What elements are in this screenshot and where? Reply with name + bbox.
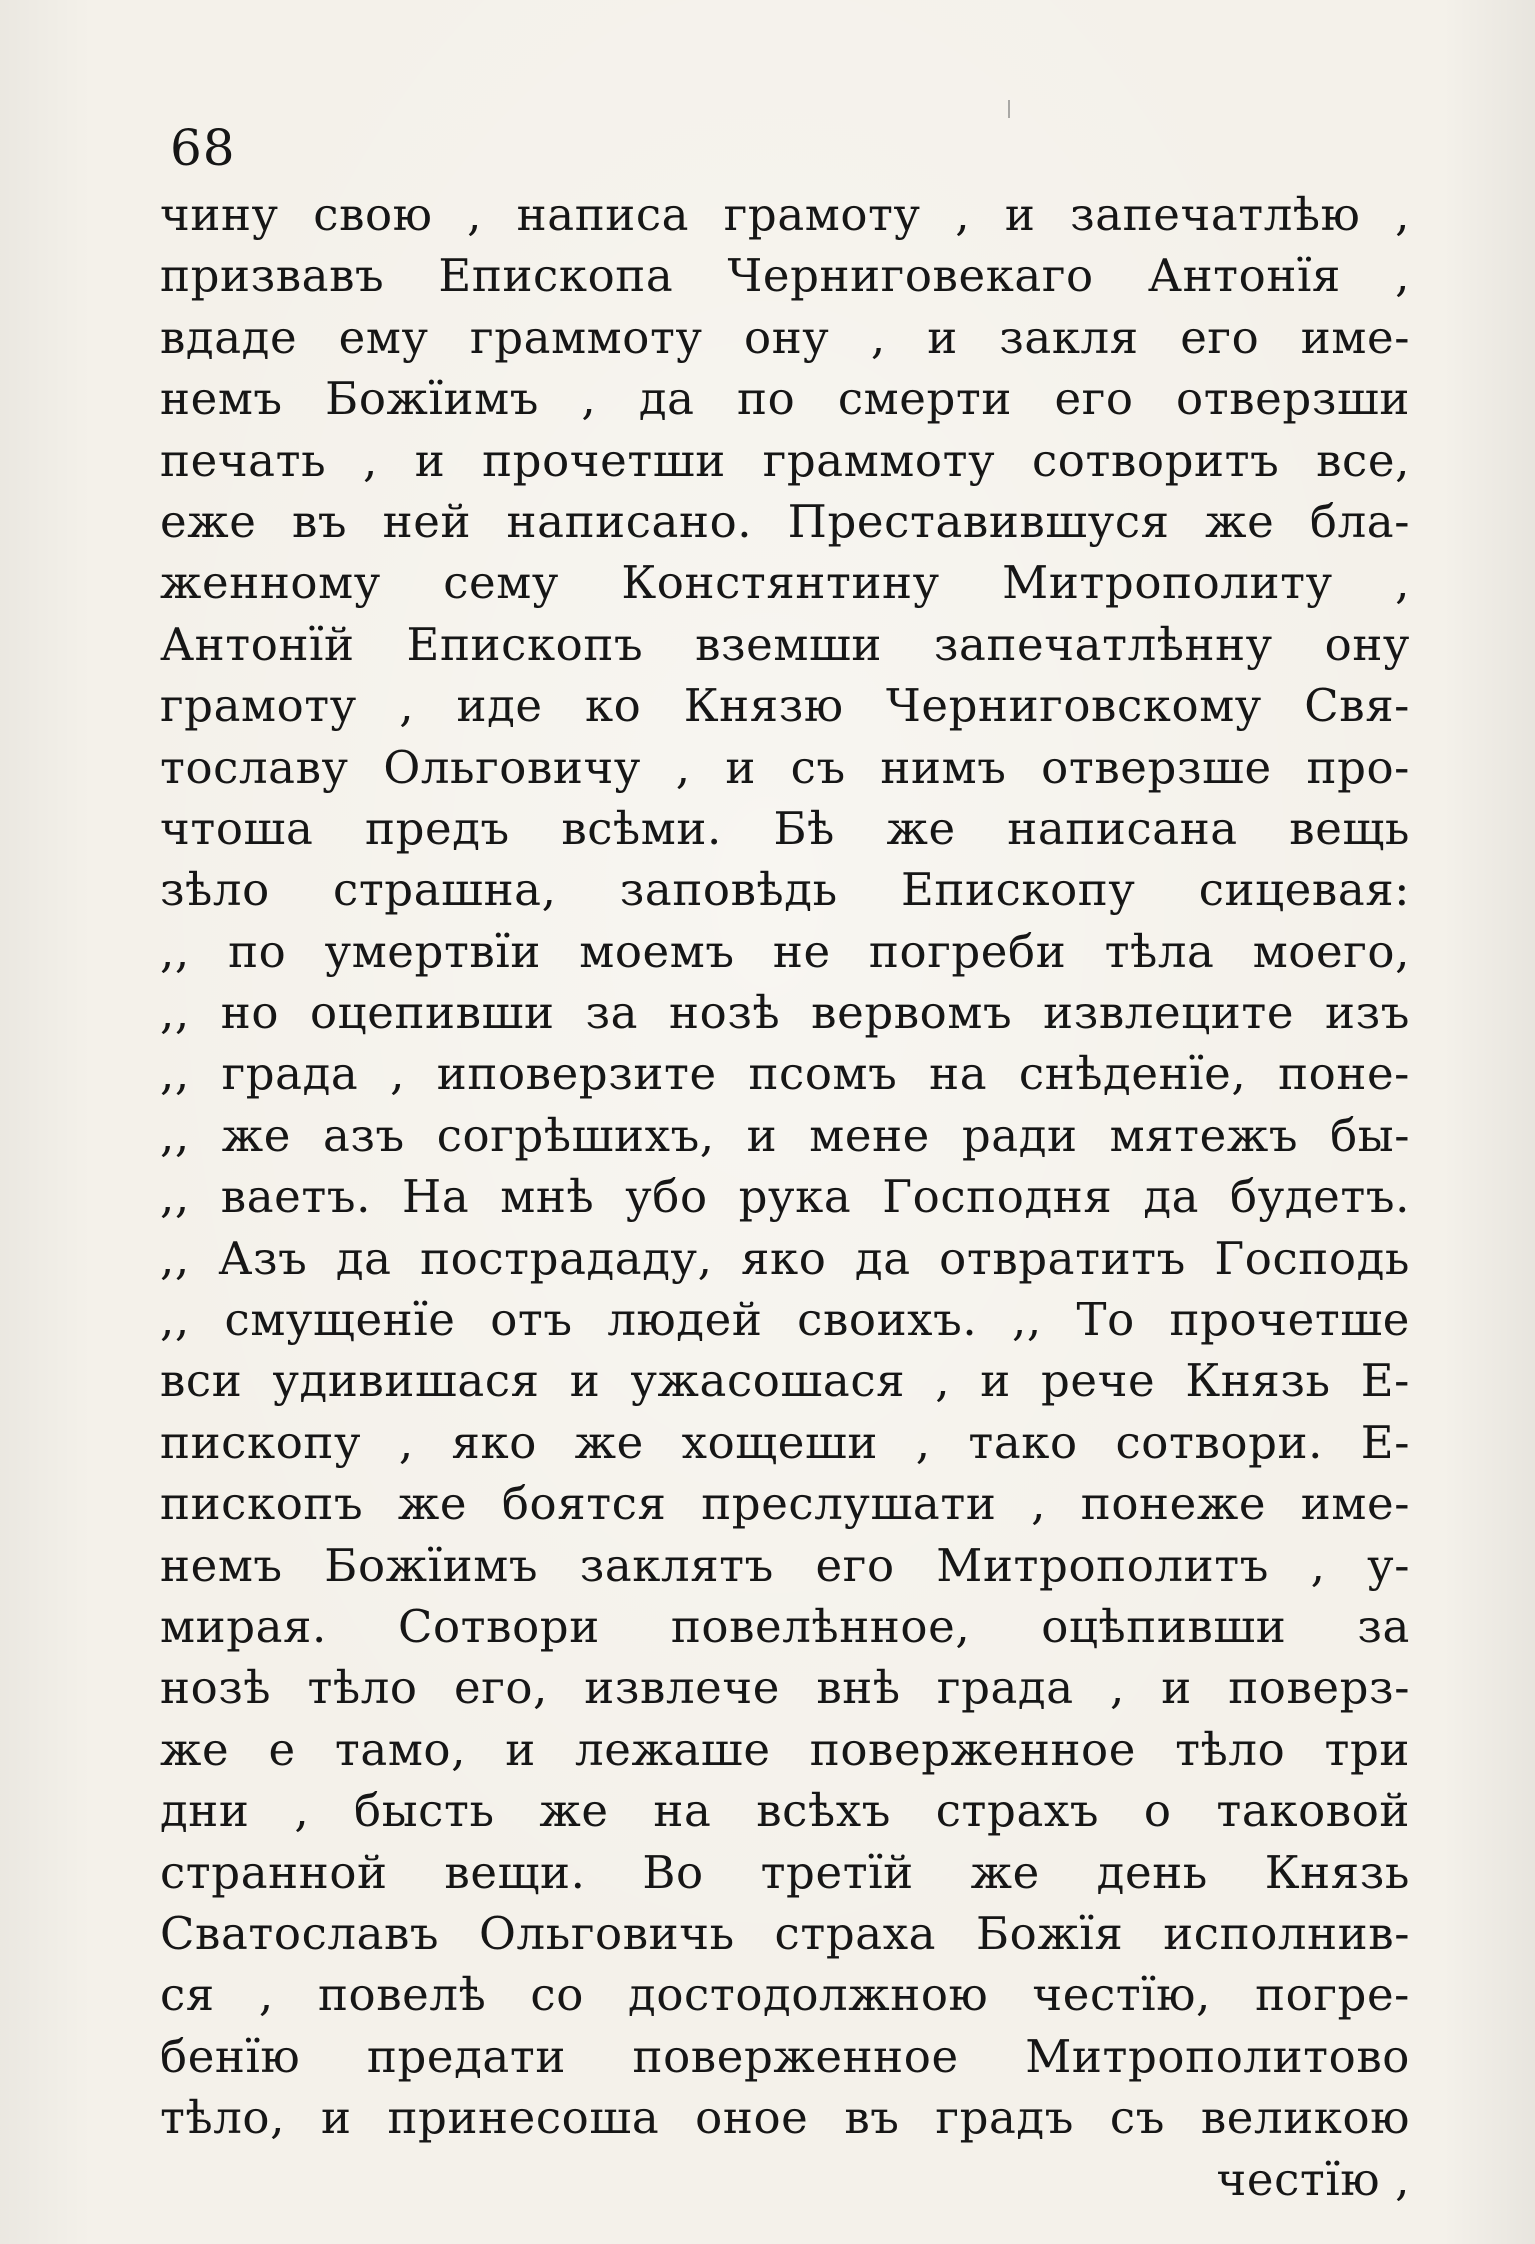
text-line: ,, ваетъ. На мнѣ убо рука Господня да будетъ.: [160, 1170, 1410, 1224]
text-line: ся , повелѣ со достодолжною честїю, погре-: [160, 1968, 1410, 2022]
text-line: ,, же азъ согрѣшихъ, и мене ради мятежъ бы-: [160, 1108, 1410, 1162]
text-line: чину свою , написа грамоту , и запечатлѣю ,: [160, 188, 1410, 241]
text-line: честїю ,: [1216, 2152, 1410, 2206]
text-line: нозѣ тѣло его, извлече внѣ града , и поверз-: [160, 1661, 1410, 1715]
text-line: ,, смущенїе отъ людей своихъ. ,, То прочетше: [160, 1293, 1410, 1347]
text-line: дни , бысть же на всѣхъ страхъ о таковой: [160, 1784, 1410, 1838]
text-line: тославу Ольговичу , и съ нимъ отверзше про-: [160, 740, 1410, 794]
text-line: же е тамо, и лежаше поверженное тѣло три: [160, 1722, 1410, 1776]
text-line: чтоша предъ всѣми. Бѣ же написана вещь: [160, 801, 1410, 855]
text-line: Сватославъ Ольговичь страха Божїя исполнив-: [160, 1906, 1410, 1960]
print-mark: [1008, 100, 1010, 118]
text-line: грамоту , иде ко Князю Черниговскому Свя-: [160, 679, 1410, 733]
text-line: еже въ ней написано. Преставившуся же бла-: [160, 494, 1410, 548]
text-line: немъ Божїимъ , да по смерти его отверзши: [160, 372, 1410, 426]
text-line: странной вещи. Во третїй же день Князь: [160, 1845, 1410, 1899]
text-line: пископъ же боятся преслушати , понеже име-: [160, 1477, 1410, 1531]
text-line: Антонїй Епископъ вземши запечатлѣнну ону: [160, 617, 1410, 671]
text-line: тѣло, и принесоша оное въ градъ съ великою: [160, 2091, 1410, 2145]
text-line: печать , и прочетши граммоту сотворитъ все,: [160, 433, 1410, 487]
text-line: ,, Азъ да пострададу, яко да отвратитъ Господь: [160, 1231, 1410, 1285]
text-line: вси удивишася и ужасошася , и рече Князь Е-: [160, 1354, 1410, 1408]
text-line: мирая. Сотвори повелѣнное, оцѣпивши за: [160, 1599, 1410, 1653]
text-line: призвавъ Епископа Черниговекаго Антонїя ,: [160, 249, 1410, 303]
page-number: 68: [170, 119, 236, 177]
text-line: ,, града , иповерзите псомъ на снѣденїе, поне-: [160, 1047, 1410, 1101]
text-line: женному сему Констянтину Митрополиту ,: [160, 556, 1410, 610]
text-line: зѣло страшна, заповѣдь Епископу сицевая:: [160, 863, 1410, 917]
text-line: вдаде ему граммоту ону , и закля его име-: [160, 310, 1410, 364]
text-line: пископу , яко же хощеши , тако сотвори. Е-: [160, 1415, 1410, 1469]
text-line: ,, но оцепивши за нозѣ вервомъ извлеците изъ: [160, 986, 1410, 1040]
text-line: бенїю предати поверженное Митрополитово: [160, 2029, 1410, 2083]
body-text: [160, 184, 1410, 2210]
text-line: ,, по умертвїи моемъ не погреби тѣла моего,: [160, 924, 1410, 978]
text-line: немъ Божїимъ заклятъ его Митрополитъ , у-: [160, 1538, 1410, 1592]
